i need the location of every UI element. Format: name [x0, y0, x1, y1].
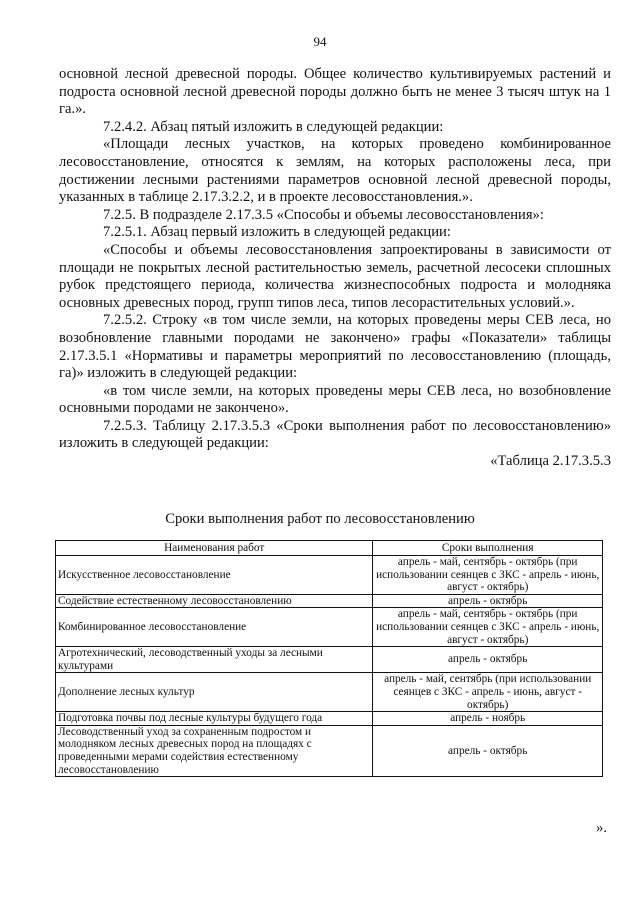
- paragraph: основной лесной древесной породы. Общее количество культивируемых растений и подроста основной лесной древесной породы должно быть не менее 3 тысяч штук на 1 га.».: [59, 66, 611, 118]
- paragraph: 7.2.5.1. Абзац первый изложить в следующей редакции:: [103, 224, 451, 241]
- table-row: [56, 725, 603, 776]
- work-term-cell: апрель - октябрь: [373, 725, 603, 776]
- table-title: Сроки выполнения работ по лесовосстановлению: [165, 511, 475, 527]
- closing-quote: ».: [596, 820, 607, 836]
- table-row: [56, 673, 603, 712]
- work-name-cell: Содействие естественному лесовосстановлению: [56, 594, 373, 608]
- table-row: [56, 608, 603, 647]
- work-name-cell: Комбинированное лесовосстановление: [56, 608, 373, 647]
- work-term-cell: апрель - ноябрь: [373, 712, 603, 726]
- work-term-cell: апрель - октябрь: [373, 647, 603, 673]
- table-row: [56, 712, 603, 726]
- work-name-cell: Искусственное лесовосстановление: [56, 556, 373, 595]
- work-term-cell: апрель - май, сентябрь - октябрь (при использовании сеянцев с ЗКС - апрель - июнь, август - октябрь): [373, 556, 603, 595]
- table-row: [56, 647, 603, 673]
- work-name-cell: Дополнение лесных культур: [56, 673, 373, 712]
- table-row: [56, 594, 603, 608]
- column-header: Сроки выполнения: [373, 541, 603, 556]
- table-row: [56, 556, 603, 595]
- paragraph: «в том числе земли, на которых проведены меры СЕВ леса, но возобновление основными породами не закончено».: [59, 382, 611, 417]
- column-header: Наименования работ: [56, 541, 373, 556]
- work-term-cell: апрель - октябрь: [373, 594, 603, 608]
- paragraph: 7.2.4.2. Абзац пятый изложить в следующей редакции:: [103, 118, 444, 135]
- works-schedule-table: [55, 540, 603, 777]
- work-name-cell: Агротехнический, лесоводственный уходы за лесными культурами: [56, 647, 373, 673]
- work-term-cell: апрель - май, сентябрь (при использовании сеянцев с ЗКС - апрель - июнь, август - октябрь): [373, 673, 603, 712]
- page-number: 94: [313, 34, 327, 49]
- paragraph: «Способы и объемы лесовосстановления запроектированы в зависимости от площади не покрытых лесной растительностью земель, расчетной лесосеки сплошных рубок предстоящего периода, количества жизнеспособных подроста и молодняка основных древесных пород, групп типов леса, типов лесорастительных условий.».: [59, 241, 611, 311]
- work-name-cell: Подготовка почвы под лесные культуры будущего года: [56, 712, 373, 726]
- paragraph: 7.2.5.3. Таблицу 2.17.3.5.3 «Сроки выполнения работ по лесовосстановлению» изложить в следующей редакции:: [59, 417, 611, 452]
- table-reference: «Таблица 2.17.3.5.3: [490, 453, 611, 470]
- paragraph: «Площади лесных участков, на которых проведено комбинированное лесовосстановление, относятся к землям, на которых расположены леса, при достижении лесными растениями параметров основной лесной древесной породы, указанных в таблице 2.17.3.2.2, и в проекте лесовосстановления.».: [59, 136, 611, 206]
- paragraph: 7.2.5.2. Строку «в том числе земли, на которых проведены меры СЕВ леса, но возобновление главными породами не закончено» графы «Показатели» таблицы 2.17.3.5.1 «Нормативы и параметры мероприятий по лесовосстановлению (площадь, га)» изложить в следующей редакции:: [59, 312, 611, 382]
- work-term-cell: апрель - май, сентябрь - октябрь (при использовании сеянцев с ЗКС - апрель - июнь, август - октябрь): [373, 608, 603, 647]
- paragraph: 7.2.5. В подразделе 2.17.3.5 «Способы и объемы лесовосстановления»:: [103, 206, 544, 223]
- document-body: [59, 66, 611, 471]
- table-header-row: [56, 541, 603, 556]
- work-name-cell: Лесоводственный уход за сохраненным подростом и молодняком лесных древесных пород на площадях с проведенными мерами содействия естественному лесовосстановлению: [56, 725, 373, 776]
